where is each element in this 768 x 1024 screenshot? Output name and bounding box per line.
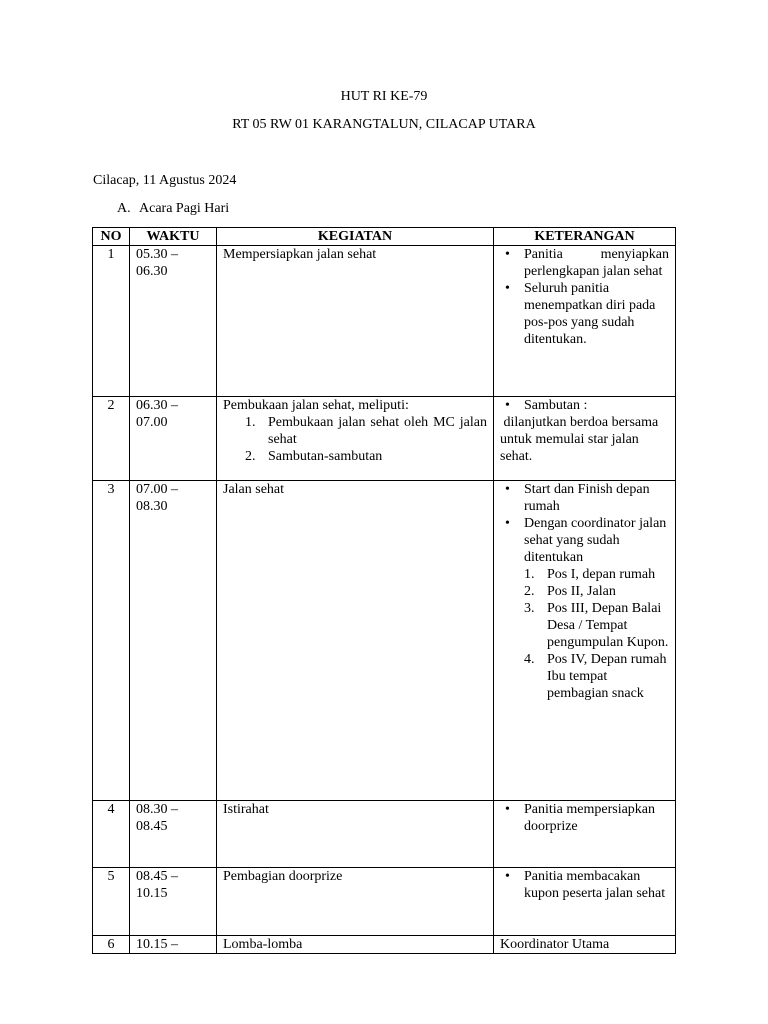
list-item: 1. Pembukaan jalan sehat oleh MC jalan sehat <box>245 415 487 447</box>
row-keterangan <box>494 397 676 481</box>
document-title: HUT RI KE-79 <box>340 89 428 104</box>
row-no: 1 <box>93 246 130 397</box>
list-item: • Dengan coordinator jalan sehat yang sudah ditentukan <box>500 515 669 566</box>
keterangan-note: dilanjutkan berdoa bersama untuk memulai star jalan sehat. <box>500 415 662 464</box>
kegiatan-text: Pembukaan jalan sehat, meliputi: <box>223 398 409 413</box>
row-waktu: 07.00 – 08.30 <box>130 481 217 801</box>
row-keterangan <box>494 868 676 936</box>
col-header-keterangan: KETERANGAN <box>494 228 676 246</box>
row-keterangan: Koordinator Utama <box>494 936 676 954</box>
list-item: • Panitia membacakan kupon peserta jalan sehat <box>500 868 669 902</box>
row-keterangan <box>494 481 676 801</box>
row-waktu: 08.30 – 08.45 <box>130 801 217 868</box>
table-row <box>93 481 676 801</box>
list-item: • Panitia menyiapkan perlengkapan jalan sehat <box>500 246 669 280</box>
list-item: • Start dan Finish depan rumah <box>500 481 669 515</box>
list-item: • Panitia mempersiapkan doorprize <box>500 801 669 835</box>
schedule-table <box>92 227 676 954</box>
row-no: 3 <box>93 481 130 801</box>
row-no: 2 <box>93 397 130 481</box>
keterangan-list <box>500 801 669 835</box>
row-kegiatan: Pembagian doorprize <box>217 868 494 936</box>
row-no: 4 <box>93 801 130 868</box>
document-subtitle: RT 05 RW 01 KARANGTALUN, CILACAP UTARA <box>232 117 536 132</box>
table-row <box>93 397 676 481</box>
keterangan-list <box>500 481 669 566</box>
row-keterangan <box>494 246 676 397</box>
row-kegiatan: Mempersiapkan jalan sehat <box>217 246 494 397</box>
row-kegiatan: Lomba-lomba <box>217 936 494 954</box>
table-row <box>93 936 676 954</box>
row-no: 6 <box>93 936 130 954</box>
list-item: 2. Pos II, Jalan <box>524 584 616 599</box>
row-kegiatan: Jalan sehat <box>217 481 494 801</box>
list-item: 4. Pos IV, Depan rumah Ibu tempat pembagian snack <box>524 652 667 701</box>
pos-list <box>524 566 669 702</box>
col-header-waktu: WAKTU <box>130 228 217 246</box>
table-row <box>93 801 676 868</box>
row-waktu: 10.15 – <box>130 936 217 954</box>
col-header-no: NO <box>93 228 130 246</box>
col-header-kegiatan: KEGIATAN <box>217 228 494 246</box>
table-header-row <box>93 228 676 246</box>
keterangan-list <box>500 246 669 348</box>
row-no: 5 <box>93 868 130 936</box>
list-item: 1. Pos I, depan rumah <box>524 567 656 582</box>
row-keterangan <box>494 801 676 868</box>
place-date: Cilacap, 11 Agustus 2024 <box>93 173 237 188</box>
row-kegiatan: Istirahat <box>217 801 494 868</box>
row-kegiatan <box>217 397 494 481</box>
keterangan-list <box>500 397 669 414</box>
list-item: • Sambutan : <box>500 397 669 414</box>
section-label: A. <box>117 201 131 216</box>
table-row <box>93 868 676 936</box>
table-row <box>93 246 676 397</box>
row-waktu: 06.30 – 07.00 <box>130 397 217 481</box>
section-heading <box>117 200 229 217</box>
row-waktu: 08.45 – 10.15 <box>130 868 217 936</box>
list-item: 3. Pos III, Depan Balai Desa / Tempat pengumpulan Kupon. <box>524 601 669 650</box>
keterangan-list <box>500 868 669 902</box>
row-waktu: 05.30 – 06.30 <box>130 246 217 397</box>
list-item: 2. Sambutan-sambutan <box>245 449 383 464</box>
list-item: • Seluruh panitia menempatkan diri pada pos-pos yang sudah ditentukan. <box>500 280 669 348</box>
kegiatan-list <box>245 414 487 465</box>
section-title: Acara Pagi Hari <box>139 201 230 216</box>
